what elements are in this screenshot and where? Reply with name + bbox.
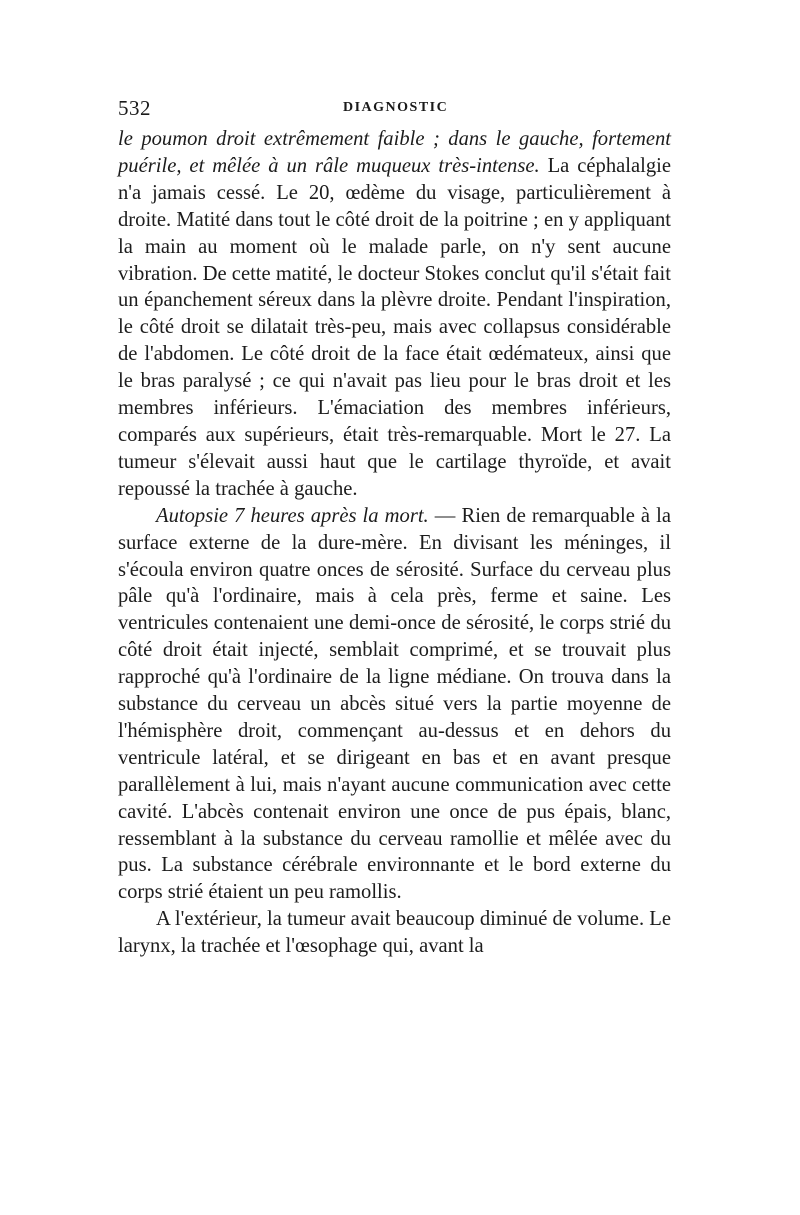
body-text — [118, 126, 671, 960]
page-number: 532 — [118, 96, 151, 120]
paragraph-text: A l'extérieur, la tumeur avait beaucoup diminué de volume. Le larynx, la trachée et l'œsophage qui, avant la — [118, 908, 671, 958]
running-head: DIAGNOSTIC — [343, 100, 449, 115]
paragraph-continuation — [118, 126, 671, 503]
paragraph-exterior — [118, 906, 671, 960]
paragraph-text: La céphalalgie n'a jamais cessé. Le 20, œdème du visage, particulièrement à droite. Matité dans tout le côté droit de la poitrine ; en y appliquant la main au moment où le malade parle, on n'y sent aucune vibration. De cette matité, le docteur Stokes conclut qu'il s'était fait un épanchement séreux dans la plèvre droite. Pendant l'inspiration, le côté droit se dilatait très-peu, mais avec collapsus considérable de l'abdomen. Le côté droit de la face était œdémateux, ainsi que le bras paralysé ; ce qui n'avait pas lieu pour le bras droit et les membres inférieurs. L'émaciation des membres inférieurs, comparés aux supérieurs, était très-remarquable. Mort le 27. La tumeur s'élevait aussi haut que le cartilage thyroïde, et avait repoussé la trachée à gauche. — [118, 154, 671, 500]
paragraph-autopsy — [118, 503, 671, 907]
paragraph-text: — Rien de remarquable à la surface externe de la dure-mère. En divisant les méninges, il s'écoula environ quatre onces de sérosité. Surface du cerveau plus pâle qu'à l'ordinaire, mais à cela près, ferme et saine. Les ventricules contenaient une demi-once de sérosité, le corps strié du côté droit était injecté, semblait comprimé, et se trouvait plus rapproché qu'à l'ordinaire de la ligne médiane. On trouva dans la substance du cerveau un abcès situé vers la partie moyenne de l'hémisphère droit, commençant au-dessus et en dehors du ventricule latéral, et se dirigeant en bas et en avant presque parallèlement à lui, mais n'ayant aucune communication avec cette cavité. L'abcès contenait environ une once de pus épais, blanc, ressemblant à la substance du cerveau ramollie et mêlée avec du pus. La substance cérébrale environnante et le bord externe du corps strié étaient un peu ramollis. — [118, 504, 671, 904]
page-header — [118, 96, 671, 120]
autopsy-heading: Autopsie 7 heures après la mort. — [156, 504, 429, 527]
italic-opening: le poumon droit extrêmement faible ; dans le gauche, fortement puérile, et mêlée à un râle muqueux très-intense. — [118, 128, 671, 177]
